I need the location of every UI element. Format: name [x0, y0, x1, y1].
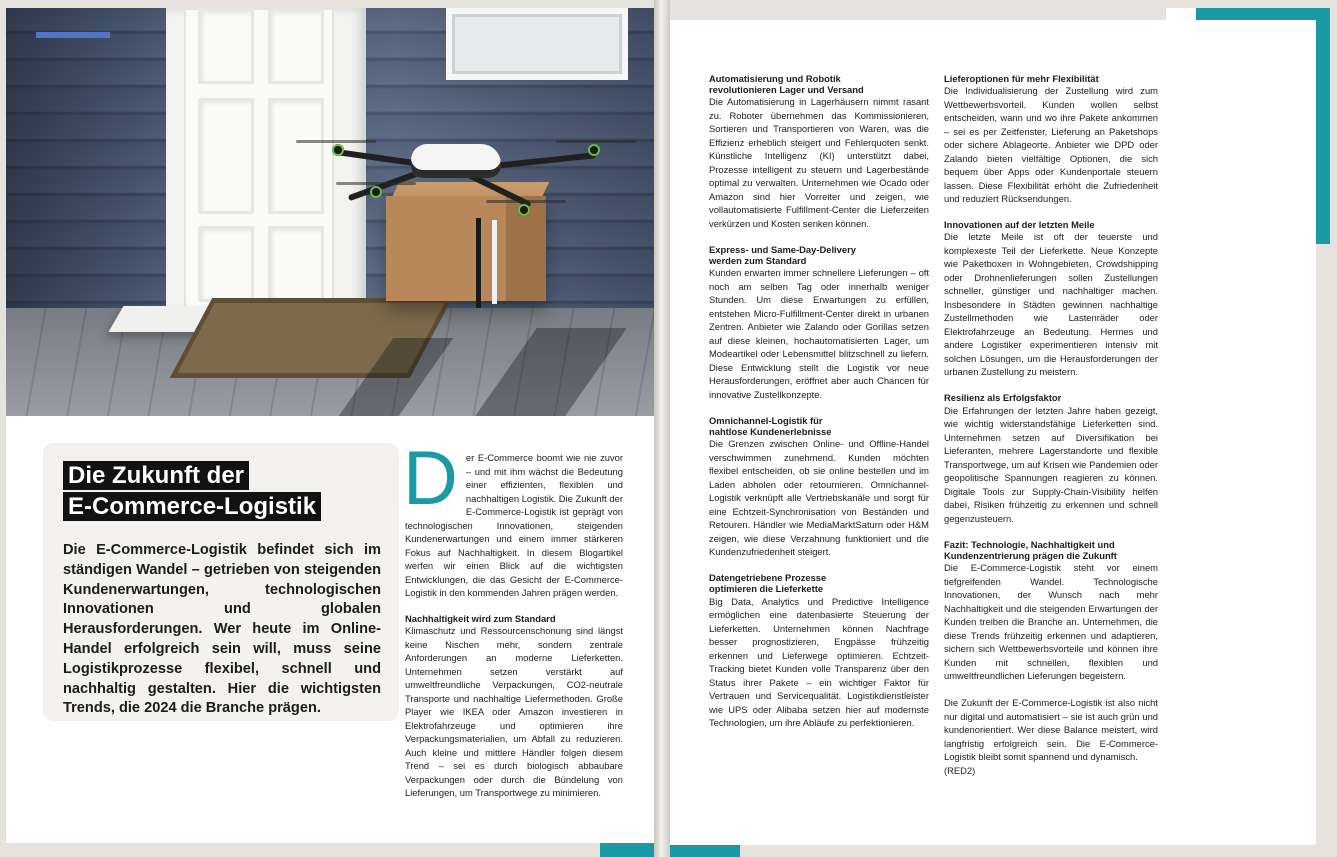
accent-bar-right-edge — [1316, 8, 1330, 244]
drop-cap: D — [403, 436, 458, 521]
drone-motor — [518, 204, 530, 216]
heading-datengetrieben-line-1: Datengetriebene Prozesse — [709, 572, 827, 584]
text-omnichannel: Die Grenzen zwischen Online- und Offline-Handel verschwimmen zunehmend. Kunden möchten flexibel entscheiden, ob sie online bestellen und im Laden abholen oder retournieren. Omnichannel-Logistik verknüpft alle Vertriebskanäle und sorgt für eine Echtzeit-Synchronisation von Beständen und Retouren. Händler wie MediaMarktSaturn oder H&M zeigen, wie diese Verzahnung funktioniert und die Kundenzufriedenheit steigert. — [709, 438, 929, 558]
heading-automatisierung-line-1: Automatisierung und Robotik — [709, 73, 841, 84]
heading-nachhaltigkeit: Nachhaltigkeit wird zum Standard — [405, 613, 556, 624]
text-fazit-closing: Die Zukunft der E-Commerce-Logistik ist also nicht nur digital und automatisiert – sie ist auch grün und kundenorientiert. Wer diese Balance meistert, wird langfristig erfolgreich sein. Die E-Commerce-Logistik bleibt somit spannend und dynamisch. — [944, 697, 1158, 763]
front-door — [184, 8, 334, 308]
heading-automatisierung — [709, 73, 929, 95]
heading-express-line-2: werden zum Standard — [709, 255, 807, 267]
heading-datengetrieben — [709, 572, 929, 594]
heading-resilienz: Resilienz als Erfolgsfaktor — [944, 392, 1062, 404]
heading-datengetrieben-line-2: optimieren die Lieferkette — [709, 583, 824, 595]
drone-propeller — [296, 140, 376, 143]
image-tag-marker — [36, 32, 110, 38]
text-express: Kunden erwarten immer schnellere Lieferungen – oft noch am selben Tag oder innerhalb weniger Stunden. Um diese Erwartungen zu erfüllen, entstehen Micro-Fulfillment-Center direkt in urbanen Zentren. Anbieter wie Zalando oder Gorillas setzen auf diese kleinen, hochautomatisierten Lager, um Modeartikel oder Lebensmittel blitzschnell zu liefern. Diese Entwicklung stellt die Logistik vor neue Herausforderungen, eröffnet aber auch Chancen für innovative Zustellkonzepte. — [709, 267, 929, 400]
drone-propeller — [486, 200, 566, 203]
drone-motor — [370, 186, 382, 198]
text-automatisierung: Die Automatisierung in Lagerhäusern nimmt rasant zu. Roboter übernehmen das Kommissionieren, Sortieren und Transportieren von Waren, was die Effizienz erheblich steigert und Fehlerquoten senkt. Künstliche Intelligenz (KI) unterstützt dabei, Prozesse intelligent zu steuern und Lagerbestände optimal zu verwalten. Unternehmen wie Ocado oder Amazon sind hier Vorreiter und zeigen, wie vollautomatisierte Fulfillment-Center die Lieferzeiten verkürzen und Kosten senken können. — [709, 96, 929, 229]
heading-omnichannel-line-2: nahtlose Kundenerlebnisse — [709, 426, 832, 438]
text-lieferoptionen: Die Individualisierung der Zustellung wird zum Wettbewerbsvorteil. Kunden wollen selbst entscheiden, wann und wo ihre Pakete ankommen – sei es per Zeitfenster, Lieferung an Paketshops oder sichere Ablageorte. Anbieter wie DPD oder Zalando bieten vielfältige Optionen, die sich bequem über Apps oder Kundenportale steuern lassen. Diese Flexibilität erhöht die Zufriedenheit und reduziert Rücksendungen. — [944, 85, 1158, 205]
heading-express-line-1: Express- und Same-Day-Delivery — [709, 243, 856, 255]
drone-delivery-photo — [6, 8, 654, 416]
intro-text: er E-Commerce boomt wie nie zuvor – und mit ihm wächst die Bedeutung einer effizienten, flexiblen und nachhaltigen Logistik. Die Zukunft der E-Commerce-Logistik ist geprägt von technologischen Innovationen, steigenden Kundenerwartungen und einem immer stärkeren Fokus auf Nachhaltigkeit. In diesem Blogartikel werfen wir einen Blick auf die wichtigsten Entwicklungen, die das Gesicht der E-Commerce-Logistik in den kommenden Jahren prägen werden. — [405, 452, 623, 598]
signature: (RED2) — [944, 764, 976, 776]
heading-omnichannel-line-1: Omnichannel-Logistik für — [709, 414, 823, 426]
left-page-column — [403, 436, 623, 800]
house-window — [446, 8, 628, 80]
title-line-2: E-Commerce-Logistik — [63, 492, 321, 521]
accent-bar-bottom-left — [600, 843, 654, 857]
drone-motor — [332, 144, 344, 156]
title-line-1: Die Zukunft der — [63, 461, 249, 490]
right-page-column-1 — [709, 73, 929, 730]
heading-fazit-line-2: Kundenzentrierung prägen die Zukunft — [944, 549, 1117, 561]
text-resilienz: Die Erfahrungen der letzten Jahre haben gezeigt, wie wichtig widerstandsfähige Lieferketten sind. Unternehmen setzen auf Diversifikation bei Lieferanten, mehrere Lagerstandorte und flexible Transportwege, um auf Krisen wie Pandemien oder geopolitische Spannungen reagieren zu können. Digitale Tools zur Supply-Chain-Visibility helfen dabei, Risiken frühzeitig zu erkennen und schnell gegenzusteuern. — [944, 404, 1158, 524]
intro-card — [43, 443, 399, 721]
page-gutter — [654, 0, 670, 857]
heading-letzte-meile: Innovationen auf der letzten Meile — [944, 219, 1095, 231]
drone-propeller — [336, 182, 416, 185]
right-page-column-2 — [944, 73, 1158, 777]
heading-lieferoptionen: Lieferoptionen für mehr Flexibilität — [944, 73, 1099, 84]
heading-omnichannel — [709, 415, 929, 437]
drone-propeller — [556, 140, 636, 143]
heading-express — [709, 244, 929, 266]
drone-leg — [492, 220, 497, 304]
text-datengetrieben: Big Data, Analytics und Predictive Intelligence ermöglichen eine datenbasierte Steuerung der Lieferketten. Unternehmen können Nachfrage besser prognostizieren, Engpässe frühzeitig erkennen und Lieferwege optimieren. Echtzeit-Tracking bietet Kunden volle Transparenz über den Status ihrer Pakete – ein wichtiger Faktor für Vertrauen und Servicequalität. Logistikdienstleister wie UPS oder Alibaba setzen hier auf modernste Technologien, um ihre Abläufe zu perfektionieren. — [709, 595, 929, 729]
accent-bar-top-right-light — [1166, 8, 1196, 20]
drone-body — [411, 144, 501, 178]
heading-fazit-line-1: Fazit: Technologie, Nachhaltigkeit und — [944, 538, 1115, 550]
intro-paragraph — [403, 436, 623, 600]
text-fazit: Die E-Commerce-Logistik steht vor einem tiefgreifenden Wandel. Technologische Innovationen, der Wunsch nach mehr Nachhaltigkeit und die steigenden Erwartungen der Kunden treiben die Branche an. Unternehmen, die diese Trends frühzeitig erkennen und adaptieren, sichern sich Wettbewerbsvorteile und können ihre Kunden mit schnellen, flexiblen und umweltfreundlichen Lieferungen begeistern. — [944, 562, 1158, 682]
accent-bar-bottom-right — [670, 845, 740, 857]
heading-fazit — [944, 539, 1158, 561]
text-letzte-meile: Die letzte Meile ist oft der teuerste und komplexeste Teil der Lieferkette. Neue Konzepte wie Paketboxen in Wohngebieten, Crowdshipping oder Drohnenlieferungen sollen Zustellungen schneller, günstiger und nachhaltiger machen. Insbesondere in Städten gewinnen nachhaltige Zustellmethoden wie Lastenräder oder Elektrofahrzeuge an Bedeutung. Hermes und andere Logistiker experimentieren intensiv mit solchen Lösungen, um die Herausforderungen der urbanen Zustellung zu meistern. — [944, 231, 1158, 378]
article-lead: Die E-Commerce-Logistik befindet sich im ständigen Wandel – getrieben von steigenden Kundenerwartungen, technologischen Innovationen und globalen Herausforderungen. Wer heute im Online-Handel erfolgreich sein will, muss seine Logistikprozesse flexibel, schnell und nachhaltig gestalten. Hier die wichtigsten Trends, die 2024 die Branche prägen. — [63, 542, 381, 717]
right-page — [670, 20, 1316, 845]
drone-leg — [476, 218, 481, 308]
article-title — [63, 460, 321, 522]
drone-motor — [588, 144, 600, 156]
heading-automatisierung-line-2: revolutionieren Lager und Versand — [709, 84, 864, 96]
left-page — [6, 8, 654, 843]
text-nachhaltigkeit: Klimaschutz und Ressourcenschonung sind längst keine Nischen mehr, sondern zentrale Anforderungen an moderne Lieferketten. Unternehmen setzen verstärkt auf umweltfreundliche Verpackungen, CO2-neutrale Transporte und nachhaltige Liefermethoden. Große Player wie IKEA oder Amazon investieren in Elektrofahrzeuge und optimieren ihre Verpackungsmaterialien, um Abfall zu reduzieren. Auch kleine und mittlere Händler folgen diesem Trend – sei es durch biologisch abbaubare Verpackungen oder durch die Bündelung von Lieferungen, um Transportwege zu minimieren. — [405, 625, 623, 799]
